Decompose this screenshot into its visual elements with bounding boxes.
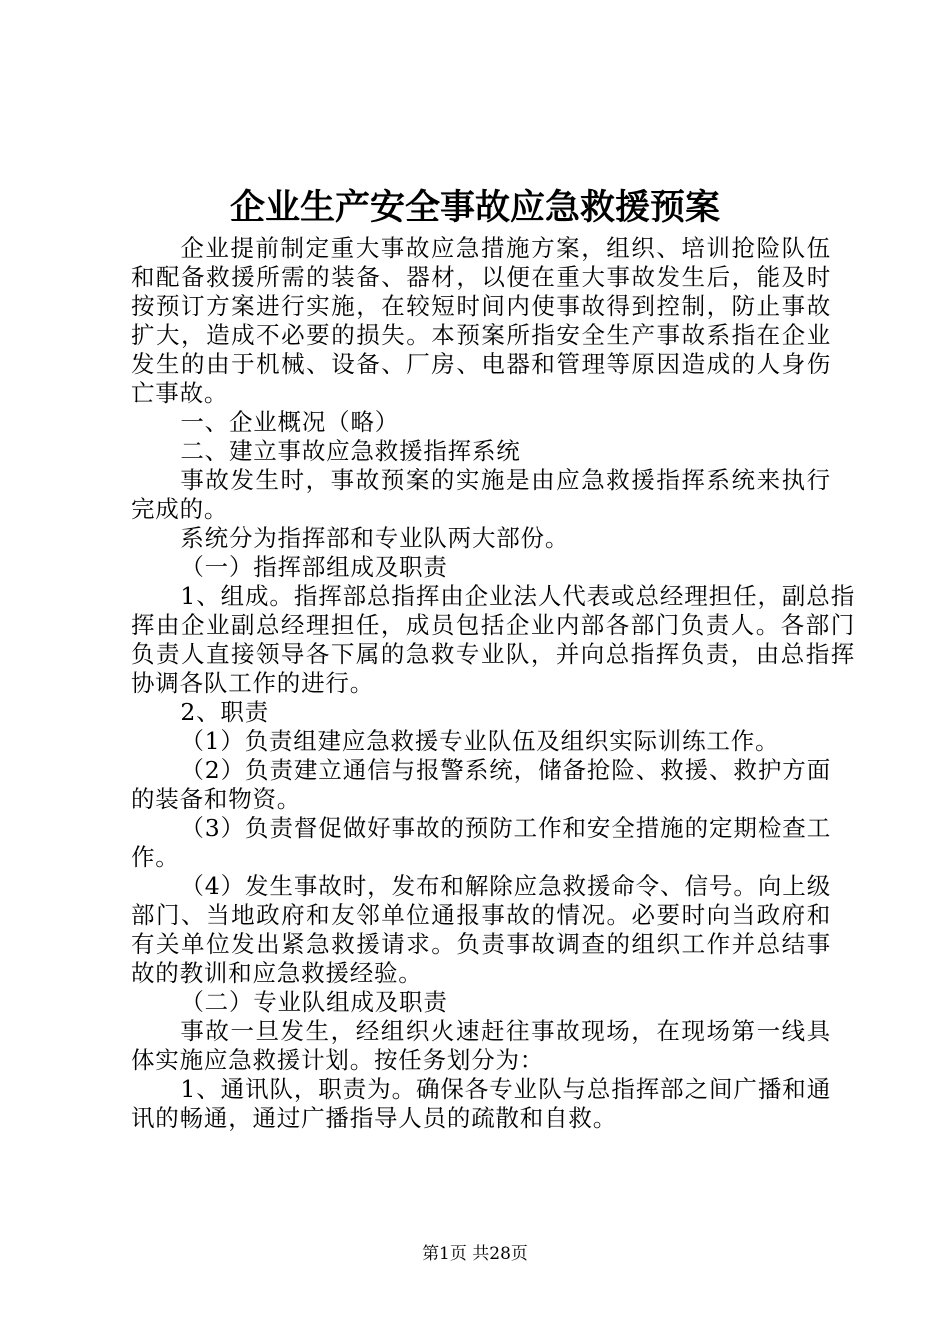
duty-item-4: （4）发生事故时，发布和解除应急救援命令、信号。向上级部门、当地政府和友邻单位通报事故的情况。必要时向当政府和有关单位发出紧急救援请求。负责事故调查的组织工作并总结事故的教训和应急救援经验。 (131, 872, 831, 987)
section-heading-overview: 一、企业概况（略） (180, 408, 400, 436)
document-body (131, 234, 855, 1133)
paragraph-intro: 企业提前制定重大事故应急措施方案，组织、培训抢险队伍和配备救援所需的装备、器材，以便在重大事故发生后，能及时按预订方案进行实施，在较短时间内使事故得到控制，防止事故扩大，造成不必要的损失。本预案所指安全生产事故系指在企业发生的由于机械、设备、厂房、电器和管理等原因造成的人身伤亡事故。 (131, 234, 831, 407)
duty-item-2: （2）负责建立通信与报警系统，储备抢险、救援、救护方面的装备和物资。 (131, 756, 831, 813)
page-footer: 第1页 共28页 (422, 1244, 528, 1264)
duty-item-3: （3）负责督促做好事故的预防工作和安全措施的定期检查工作。 (131, 814, 831, 871)
paragraph-duties-heading: 2、职责 (180, 698, 269, 726)
document-title: 企业生产安全事故应急救援预案 (229, 187, 720, 228)
section-heading-command-system: 二、建立事故应急救援指挥系统 (180, 437, 521, 465)
subsection-heading-headquarters: （一）指挥部组成及职责 (180, 553, 448, 581)
paragraph-communication-team: 1、通讯队，职责为。确保各专业队与总指挥部之间广播和通讯的畅通，通过广播指导人员的疏散和自救。 (131, 1075, 831, 1132)
paragraph-system-parts: 系统分为指挥部和专业队两大部份。 (180, 524, 570, 552)
duty-item-1: （1）负责组建应急救援专业队伍及组织实际训练工作。 (180, 727, 780, 755)
paragraph-composition: 1、组成。指挥部总指挥由企业法人代表或总经理担任，副总指挥由企业副总经理担任，成员包括企业内部各部门负责人。各部门负责人直接领导各下属的急救专业队，并向总指挥负责，由总指挥协调各队工作的进行。 (131, 582, 855, 697)
paragraph-implementation: 事故发生时，事故预案的实施是由应急救援指挥系统来执行完成的。 (131, 466, 831, 523)
subsection-heading-professional-team: （二）专业队组成及职责 (180, 988, 448, 1016)
paragraph-team-dispatch: 事故一旦发生，经组织火速赶往事故现场，在现场第一线具体实施应急救援计划。按任务划分为： (131, 1017, 831, 1074)
